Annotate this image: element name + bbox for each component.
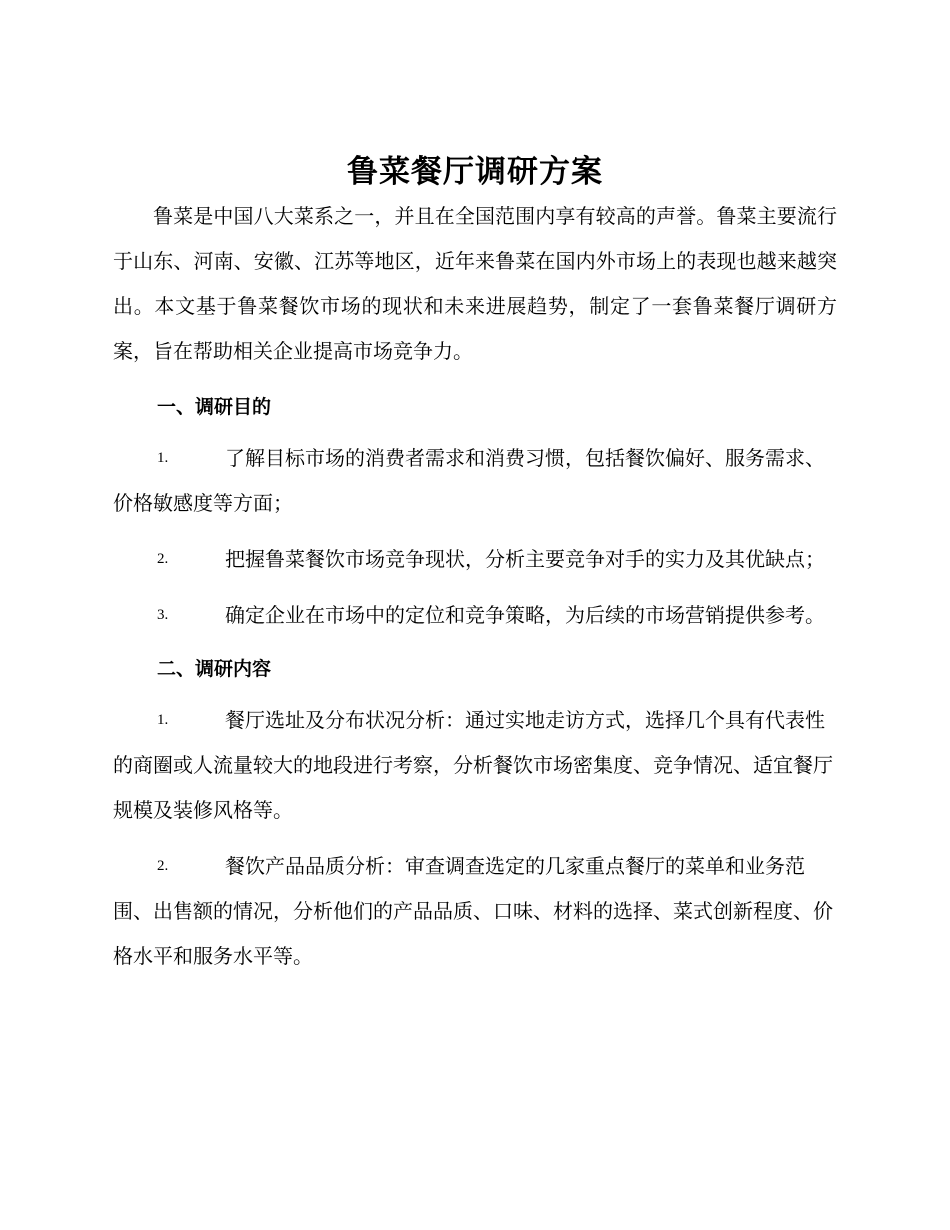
- list-item: [113, 844, 837, 979]
- list-item-text: 餐厅选址及分布状况分析：通过实地走访方式，选择几个具有代表性的商圈或人流量较大的地段进行考察，分析餐饮市场密集度、竞争情况、适宜餐厅规模及装修风格等。: [113, 708, 833, 822]
- list-item-number: 1.: [157, 712, 169, 728]
- list-item-text: 了解目标市场的消费者需求和消费习惯，包括餐饮偏好、服务需求、价格敏感度等方面；: [113, 446, 825, 515]
- list-item: [113, 436, 837, 526]
- list-item-text: 餐饮产品品质分析：审查调查选定的几家重点餐厅的菜单和业务范围、出售额的情况，分析他们的产品品质、口味、材料的选择、菜式创新程度、价格水平和服务水平等。: [113, 854, 833, 968]
- list-item-text: 确定企业在市场中的定位和竞争策略，为后续的市场营销提供参考。: [225, 603, 825, 627]
- section-heading-content: 二、调研内容: [157, 658, 272, 680]
- intro-paragraph: 鲁菜是中国八大菜系之一，并且在全国范围内享有较高的声誉。鲁菜主要流行于山东、河南、安徽、江苏等地区，近年来鲁菜在国内外市场上的表现也越来越突出。本文基于鲁菜餐饮市场的现状和未来进展趋势，制定了一套鲁菜餐厅调研方案，旨在帮助相关企业提高市场竞争力。: [113, 204, 837, 363]
- list-item-number: 2.: [157, 858, 169, 874]
- list-item-number: 3.: [157, 607, 169, 623]
- list-item-number: 2.: [157, 551, 169, 567]
- spacer: [113, 684, 837, 698]
- list-item-text: 把握鲁菜餐饮市场竞争现状，分析主要竞争对手的实力及其优缺点；: [225, 547, 825, 571]
- spacer: [113, 833, 837, 844]
- list-item: [113, 593, 837, 638]
- list-item: [113, 537, 837, 582]
- spacer: [113, 374, 837, 392]
- spacer: [113, 582, 837, 593]
- document-page: [113, 150, 837, 979]
- spacer: [113, 638, 837, 654]
- list-item: [113, 698, 837, 833]
- list-item-number: 1.: [157, 450, 169, 466]
- spacer: [113, 526, 837, 537]
- spacer: [113, 422, 837, 436]
- section-heading-purpose: 一、调研目的: [157, 396, 272, 418]
- document-title: 鲁菜餐厅调研方案: [347, 154, 603, 190]
